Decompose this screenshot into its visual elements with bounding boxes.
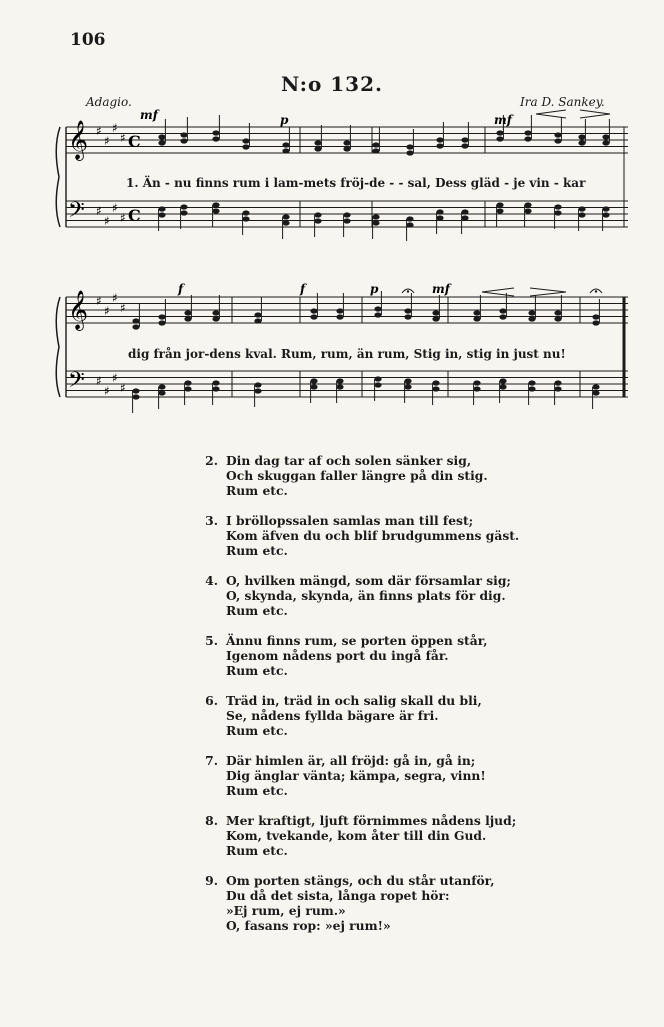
verse-number: 4. [205,573,218,588]
verse-line: Och skuggan faller längre på din stig. [226,468,488,483]
note-head [592,390,599,395]
treble-clef-icon: 𝄞 [68,120,89,160]
verse-line: Rum etc. [226,603,288,618]
note-head [554,380,561,385]
note-head [602,140,609,145]
note-head [374,312,381,317]
note-head [310,378,317,383]
verse-number: 7. [205,753,218,768]
note-head [524,202,531,207]
note-head [158,384,165,389]
verse-number: 9. [205,873,218,888]
common-time-icon: C [128,206,141,225]
verse-line: O, hvilken mängd, som där församlar sig; [226,573,511,588]
verse [204,453,524,498]
sharp-icon: ♯ [112,201,118,215]
crescendo-hairpin [482,288,514,296]
verse-line: Mer kraftigt, ljuft förnimmes nådens ljud; [226,813,517,828]
note-head [184,316,191,321]
note-head [404,314,411,319]
note-head [496,136,503,141]
verse-line: Kom, tvekande, kom åter till din Gud. [226,828,487,843]
note-head [406,150,413,155]
note-head [343,140,350,145]
note-head [372,220,379,225]
note-head [254,388,261,393]
note-head [432,386,439,391]
note-head [528,380,535,385]
dynamic-marking: p [280,113,289,127]
verse-line: Din dag tar af och solen sänker sig, [226,453,472,468]
note-head [528,316,535,321]
note-head [432,380,439,385]
note-head [524,208,531,213]
note-head [499,384,506,389]
verse [204,693,524,738]
note-head [242,210,249,215]
verse-line: Se, nådens fyllda bägare är fri. [226,708,439,723]
note-head [461,137,468,142]
note-head [592,384,599,389]
note-head [473,380,480,385]
verses [204,453,524,948]
note-head [461,209,468,214]
note-head [554,138,561,143]
note-head [158,140,165,145]
verse [204,573,524,618]
note-head [343,212,350,217]
note-head [242,216,249,221]
note-head [180,132,187,137]
note-head [242,144,249,149]
verse-line: Rum etc. [226,663,288,678]
verse-number: 2. [205,453,218,468]
note-head [578,212,585,217]
note-head [461,215,468,220]
verse-line: O, fasans rop: »ej rum!» [226,918,391,933]
note-head [432,316,439,321]
verse-line: O, skynda, skynda, än finns plats för dig. [226,588,506,603]
note-head [473,386,480,391]
verse-number: 8. [205,813,218,828]
treble-clef-icon: 𝄞 [68,290,89,330]
note-head [404,308,411,313]
note-head [528,386,535,391]
page-number: 106 [70,30,106,50]
note-head [310,384,317,389]
note-head [524,136,531,141]
note-head [254,312,261,317]
note-head [158,206,165,211]
verse-line: I bröllopssalen samlas man till fest; [226,513,474,528]
note-head [336,314,343,319]
note-head [282,220,289,225]
verse [204,873,524,933]
verse [204,513,524,558]
note-head [499,378,506,383]
verse-line: Där himlen är, all fröjd: gå in, gå in; [226,753,476,768]
system1-brace [56,127,60,227]
note-head [524,130,531,135]
tempo-marking: Adagio. [86,95,132,109]
note-head [436,209,443,214]
bass-clef-icon: 𝄢 [68,198,85,228]
sharp-icon: ♯ [120,131,126,145]
note-head [372,148,379,153]
note-head [310,314,317,319]
note-head [404,384,411,389]
note-head [473,316,480,321]
common-time-icon: C [128,132,141,151]
dynamic-marking: mf [140,108,158,122]
note-head [496,208,503,213]
note-head [132,324,139,329]
note-head [132,318,139,323]
bass-clef-icon: 𝄢 [68,368,85,398]
note-head [254,318,261,323]
note-head [499,308,506,313]
note-head [212,310,219,315]
note-head [212,380,219,385]
note-head [180,210,187,215]
note-head [578,134,585,139]
verse-line: Rum etc. [226,483,288,498]
note-head [336,378,343,383]
note-head [436,137,443,142]
sharp-icon: ♯ [104,384,110,398]
dynamic-marking: f [178,282,184,296]
note-head [314,212,321,217]
note-head [314,146,321,151]
note-head [132,388,139,393]
fermata-dot [407,290,409,292]
note-head [554,210,561,215]
note-head [406,216,413,221]
composer: Ira D. Sankey. [520,95,605,109]
note-head [184,310,191,315]
verse-line: Rum etc. [226,723,288,738]
note-head [310,308,317,313]
sharp-icon: ♯ [96,204,102,218]
note-head [282,148,289,153]
note-head [592,320,599,325]
note-head [180,204,187,209]
verse-line: Igenom nådens port du ingå får. [226,648,449,663]
verse-line: Rum etc. [226,783,288,798]
note-head [132,394,139,399]
verse-number: 3. [205,513,218,528]
note-head [473,310,480,315]
note-head [432,310,439,315]
note-head [158,320,165,325]
note-head [406,222,413,227]
note-head [578,140,585,145]
verse-line: Ännu finns rum, se porten öppen står, [226,633,488,648]
note-head [180,138,187,143]
verse [204,753,524,798]
verse [204,813,524,858]
note-head [372,214,379,219]
note-head [314,140,321,145]
hymn-number: N:o 132. [281,72,383,96]
note-head [212,316,219,321]
note-head [554,310,561,315]
system2-brace [56,297,60,397]
decrescendo-hairpin [580,110,610,118]
note-head [404,378,411,383]
note-head [374,382,381,387]
note-head [496,130,503,135]
note-head [212,208,219,213]
note-head [554,132,561,137]
note-head [602,206,609,211]
note-head [461,143,468,148]
note-head [406,144,413,149]
verse-line: Rum etc. [226,543,288,558]
verse-number: 6. [205,693,218,708]
note-head [578,206,585,211]
verse-line: Om porten stängs, och du står utanför, [226,873,495,888]
note-head [158,390,165,395]
note-head [499,314,506,319]
sharp-icon: ♯ [120,301,126,315]
sharp-icon: ♯ [112,121,118,135]
verse-line: Dig änglar vänta; kämpa, segra, vinn! [226,768,486,783]
crescendo-hairpin [536,110,566,118]
note-head [254,382,261,387]
dynamic-marking: f [300,282,306,296]
note-head [343,218,350,223]
sharp-icon: ♯ [96,124,102,138]
sharp-icon: ♯ [104,134,110,148]
sharp-icon: ♯ [112,291,118,305]
note-head [184,380,191,385]
verse-number: 5. [205,633,218,648]
note-head [212,136,219,141]
verse-line: »Ej rum, ej rum.» [226,903,346,918]
note-head [158,134,165,139]
lyrics-line-1: 1. Än - nu finns rum i lam-mets fröj-de - - sal, Dess gläd - je vin - kar [126,176,586,190]
note-head [158,314,165,319]
verse-line: Du då det sista, långa ropet hör: [226,888,450,903]
note-head [374,306,381,311]
note-head [212,202,219,207]
sharp-icon: ♯ [104,214,110,228]
note-head [158,212,165,217]
fermata-dot [595,290,597,292]
note-head [282,214,289,219]
note-head [212,386,219,391]
decrescendo-hairpin [530,288,566,296]
dynamic-marking: mf [494,113,512,127]
sharp-icon: ♯ [112,371,118,385]
note-head [554,386,561,391]
note-head [212,130,219,135]
note-head [554,316,561,321]
note-head [602,212,609,217]
note-head [528,310,535,315]
note-head [496,202,503,207]
verse-line: Rum etc. [226,843,288,858]
lyrics-line-2: dig från jor-dens kval. Rum, rum, än rum, Stig in, stig in just nu! [128,347,566,361]
note-head [343,146,350,151]
note-head [374,376,381,381]
note-head [336,308,343,313]
note-head [282,142,289,147]
sharp-icon: ♯ [120,381,126,395]
note-head [602,134,609,139]
sharp-icon: ♯ [104,304,110,318]
verse [204,633,524,678]
note-head [336,384,343,389]
note-head [554,204,561,209]
note-head [436,143,443,148]
note-head [242,138,249,143]
verse-line: Kom äfven du och blif brudgummens gäst. [226,528,520,543]
note-head [184,386,191,391]
sharp-icon: ♯ [120,211,126,225]
verse-line: Träd in, träd in och salig skall du bli, [226,693,482,708]
sharp-icon: ♯ [96,294,102,308]
sharp-icon: ♯ [96,374,102,388]
dynamic-marking: mf [432,282,450,296]
note-head [372,142,379,147]
note-head [314,218,321,223]
note-head [436,215,443,220]
dynamic-marking: p [370,282,379,296]
note-head [592,314,599,319]
